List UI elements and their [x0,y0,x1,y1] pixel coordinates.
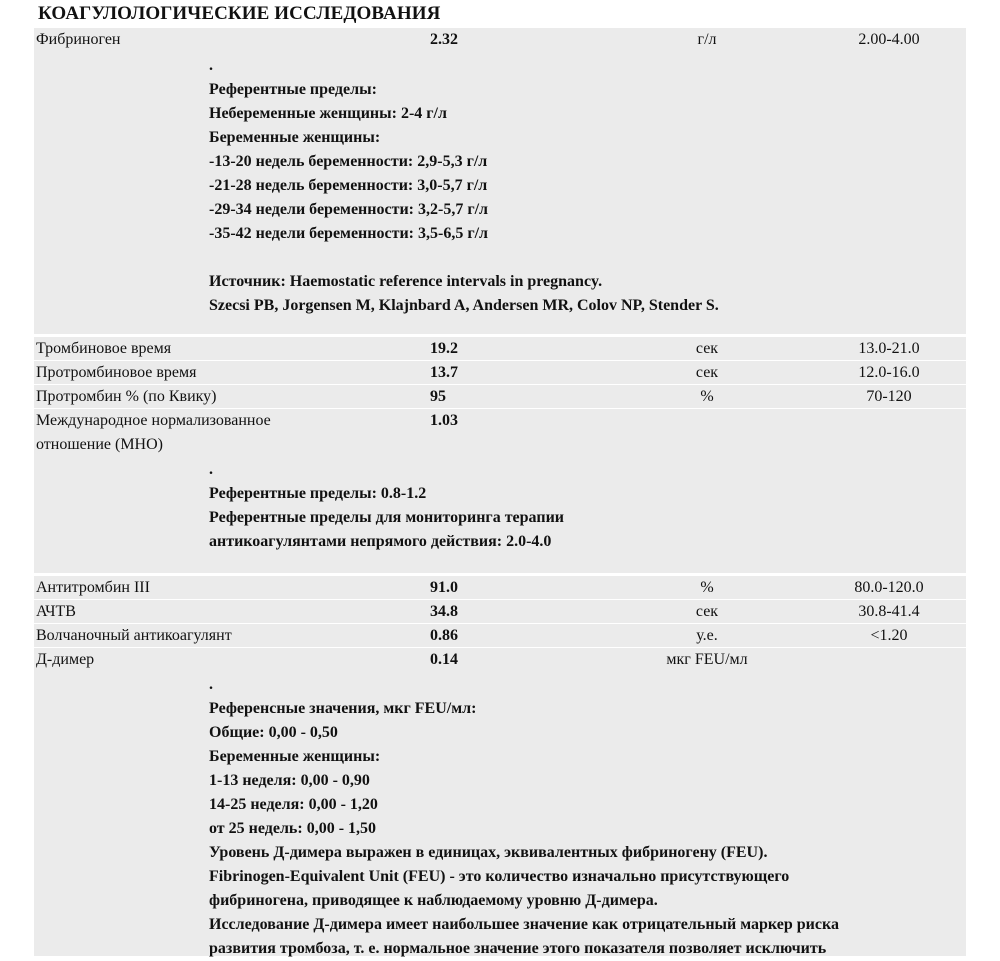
test-unit: сек [695,364,719,381]
note-line: Референтные пределы: [209,81,377,98]
note-line: -21-28 недель беременности: 3,0-5,7 г/л [209,177,488,194]
test-value: 91.0 [430,579,458,596]
test-value: 1.03 [430,412,458,429]
note-line: от 25 недель: 0,00 - 1,50 [209,820,377,837]
note-line: 1-13 неделя: 0,00 - 0,90 [209,772,370,789]
note-line: . [209,676,213,693]
table-row-lupus-anticoagulant [34,624,966,647]
test-name-line: отношение (МНО) [36,436,163,453]
note-line: . [209,461,213,478]
note-line: развития тромбоза, т. е. нормальное значение этого показателя позволяет исключить [209,940,827,957]
note-line: Референсные значения, мкг FEU/мл: [209,700,477,717]
note-line: фибриногена, приводящее к наблюдаемому уровню Д-димера. [209,892,658,909]
note-line: Референтные пределы для мониторинга терапии [209,509,564,526]
note-line: Общие: 0,00 - 0,50 [209,724,338,741]
table-row-fibrinogen [34,28,966,51]
test-name: Протромбин % (по Квику) [36,388,217,405]
note-line: Источник: Haemostatic reference intervals in pregnancy. [209,273,603,290]
note-line: антикоагулянтами непрямого действия: 2.0-4.0 [209,533,552,550]
note-line: Беременные женщины: [209,748,381,765]
test-value: 34.8 [430,603,458,620]
test-reference: 12.0-16.0 [858,364,920,381]
test-unit: % [700,388,714,405]
note-line: Уровень Д-димера выражен в единицах, эквивалентных фибриногену (FEU). [209,844,768,861]
test-value: 0.86 [430,627,458,644]
table-row-prothrombin-time [34,361,966,384]
test-name [36,409,271,457]
note-line: . [209,57,213,74]
test-reference: 2.00-4.00 [858,31,920,48]
test-name: Д-димер [36,651,95,668]
test-reference: 30.8-41.4 [858,603,920,620]
ddimer-note [209,673,839,961]
inr-note [209,458,564,554]
note-line: Исследование Д-димера имеет наибольшее значение как отрицательный маркер риска [209,916,839,933]
test-value: 2.32 [430,31,458,48]
test-reference: 80.0-120.0 [854,579,924,596]
note-line: -13-20 недель беременности: 2,9-5,3 г/л [209,153,488,170]
test-name: Протромбиновое время [36,364,197,381]
note-line: Небеременные женщины: 2-4 г/л [209,105,447,122]
section-title: КОАГУЛОЛОГИЧЕСКИЕ ИССЛЕДОВАНИЯ [38,3,441,24]
test-reference: <1.20 [870,627,908,644]
test-unit: сек [695,340,719,357]
test-unit: у.е. [696,627,718,644]
table-row-thrombin-time [34,337,966,360]
test-unit: мкг FEU/мл [666,651,748,668]
test-reference: 70-120 [866,388,912,405]
test-name-line: Международное нормализованное [36,412,271,429]
note-line: Szecsi PB, Jorgensen M, Klajnbard A, Andersen MR, Colov NP, Stender S. [209,297,719,314]
note-line: Беременные женщины: [209,129,381,146]
note-blank-line [209,246,719,270]
test-reference: 13.0-21.0 [858,340,920,357]
table-row-antithrombin [34,576,966,599]
fibrinogen-note [209,54,719,318]
test-value: 95 [430,388,446,405]
test-name: АЧТВ [36,603,76,620]
table-row-ddimer [34,648,966,671]
note-line: -35-42 недели беременности: 3,5-6,5 г/л [209,225,489,242]
test-unit: сек [695,603,719,620]
test-name: Фибриноген [36,31,121,48]
test-name: Тромбиновое время [36,340,172,357]
note-line: Референтные пределы: 0.8-1.2 [209,485,427,502]
test-value: 19.2 [430,340,458,357]
note-line: Fibrinogen-Equivalent Unit (FEU) - это количество изначально присутствующего [209,868,790,885]
table-row-aptt [34,600,966,623]
table-row-inr [34,409,966,457]
note-line: 14-25 неделя: 0,00 - 1,20 [209,796,378,813]
test-value: 0.14 [430,651,458,668]
test-value: 13.7 [430,364,458,381]
table-row-prothrombin-percent [34,385,966,408]
test-name: Волчаночный антикоагулянт [36,627,232,644]
test-unit: г/л [697,31,717,48]
test-name: Антитромбин III [36,579,150,596]
test-unit: % [700,579,714,596]
note-line: -29-34 недели беременности: 3,2-5,7 г/л [209,201,489,218]
